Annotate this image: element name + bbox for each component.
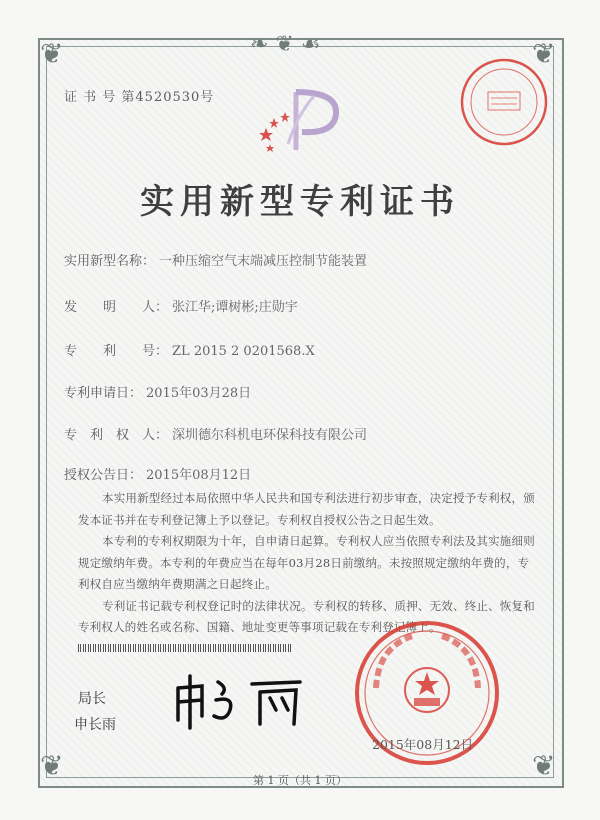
corner-ornament-icon: ❦ <box>40 37 64 70</box>
director-name: 申长雨 <box>74 717 116 733</box>
field-value: 一种压缩空气末端减压控制节能装置 <box>159 254 368 269</box>
field-label: 发 明 人： <box>64 300 169 315</box>
director-signature-icon <box>168 670 308 730</box>
field-value: 2015年03月28日 <box>146 386 252 401</box>
certificate-body <box>78 488 538 639</box>
seal-date: 2015年08月12日 <box>372 737 474 752</box>
body-paragraph: 专利证书记载专利权登记时的法律状况。专利权的转移、质押、无效、终止、恢复和专利权人的姓名或名称、国籍、地址变更等事项记载在专利登记簿上。 <box>78 598 535 634</box>
field-value: 2015年08月12日 <box>146 468 252 483</box>
field-application-date <box>64 382 251 401</box>
patent-office-logo-icon <box>258 84 348 156</box>
certificate-title: 实用新型专利证书 <box>140 182 460 222</box>
body-paragraph: 本实用新型经过本局依照中华人民共和国专利法进行初步审查，决定授予专利权，颁发本证书并在专利登记簿上予以登记。专利权自授权公告之日起生效。 <box>78 491 535 527</box>
field-label: 专 利 权 人： <box>64 428 169 443</box>
director-title: 局长 <box>78 691 106 707</box>
corner-ornament-icon: ❦ <box>532 749 556 782</box>
barcode <box>78 644 292 652</box>
field-value: 深圳德尔科机电环保科技有限公司 <box>172 428 368 443</box>
field-label: 专 利 号： <box>64 344 169 359</box>
field-label: 实用新型名称： <box>64 254 156 269</box>
field-label: 专利申请日： <box>64 386 143 401</box>
field-patentee <box>64 424 367 443</box>
page-number: 第 1 页（共 1 页） <box>253 774 347 787</box>
corner-ornament-icon: ❦ <box>40 749 64 782</box>
field-inventor <box>64 296 298 315</box>
corner-ornament-icon: ❦ <box>532 37 556 70</box>
certificate-number: 证 书 号 第4520530号 <box>64 90 215 105</box>
field-label: 授权公告日： <box>64 468 143 483</box>
top-ornament-icon: ❧ ❦ ☙ <box>250 32 321 57</box>
field-grant-date <box>64 464 251 483</box>
field-value: ZL 2015 2 0201568.X <box>172 344 315 359</box>
field-value: 张江华;谭树彬;庄勋宇 <box>172 300 298 315</box>
top-red-stamp-icon <box>458 56 550 148</box>
body-paragraph: 本专利的专利权期限为十年，自申请日起算。专利权人应当依照专利法及其实施细则规定缴纳年费。本专利的年费应当在每年03月28日前缴纳。未按照规定缴纳年费的，专利权自应当缴纳年费期满之日起终止。 <box>78 534 535 591</box>
field-patent-number <box>64 340 315 359</box>
field-utility-model-name <box>64 250 367 269</box>
